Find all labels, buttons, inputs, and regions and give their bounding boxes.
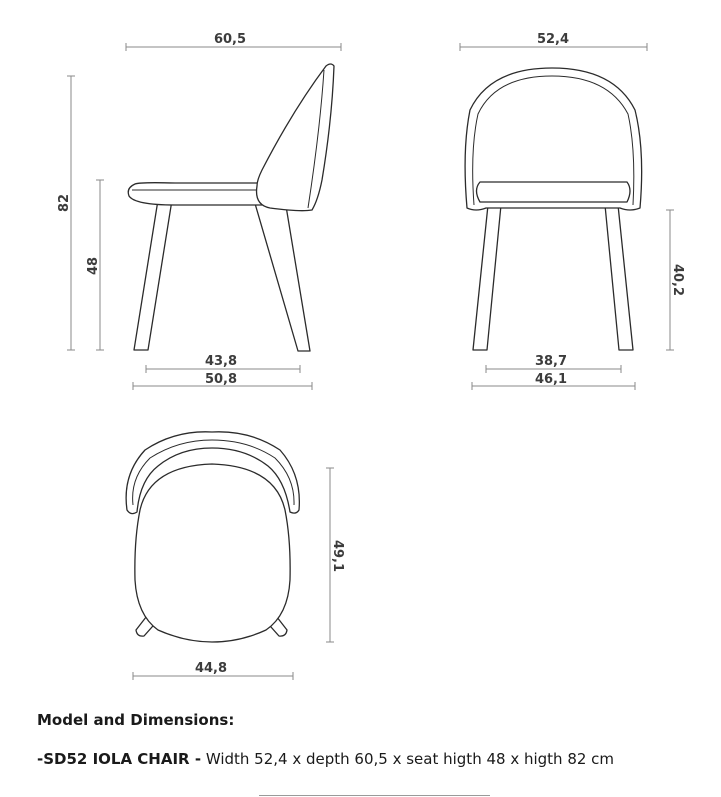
seat-height-label: 48 (86, 256, 101, 276)
model-spec-line (37, 750, 614, 768)
base-width-label: 46,1 (534, 372, 568, 387)
side-seat (128, 183, 262, 205)
seat-depth-label: 49,1 (330, 539, 345, 573)
model-name: -SD52 IOLA CHAIR - (37, 750, 202, 768)
top-seat (135, 464, 290, 642)
top-view (126, 432, 345, 680)
side-front-leg (134, 200, 172, 350)
base-depth-label: 50,8 (204, 372, 238, 387)
width-label: 52,4 (536, 32, 570, 47)
side-view (57, 32, 341, 351)
base-dimensions (133, 354, 635, 390)
leg-span-label: 43,8 (204, 354, 238, 369)
seat-width-label: 44,8 (194, 661, 228, 676)
front-right-leg (605, 205, 633, 350)
front-seat-height-label: 40,2 (670, 263, 685, 297)
spec-text: Width 52,4 x depth 60,5 x seat higth 48 x higth 82 cm (201, 750, 615, 768)
model-dimensions-heading: Model and Dimensions: (37, 711, 235, 729)
height-label: 82 (57, 193, 72, 213)
depth-label: 60,5 (213, 32, 247, 47)
front-seat (477, 182, 631, 202)
side-rear-leg (254, 200, 310, 351)
front-view (460, 32, 685, 350)
divider (259, 795, 490, 796)
inner-leg-span-label: 38,7 (534, 354, 568, 369)
front-left-leg (473, 205, 501, 350)
